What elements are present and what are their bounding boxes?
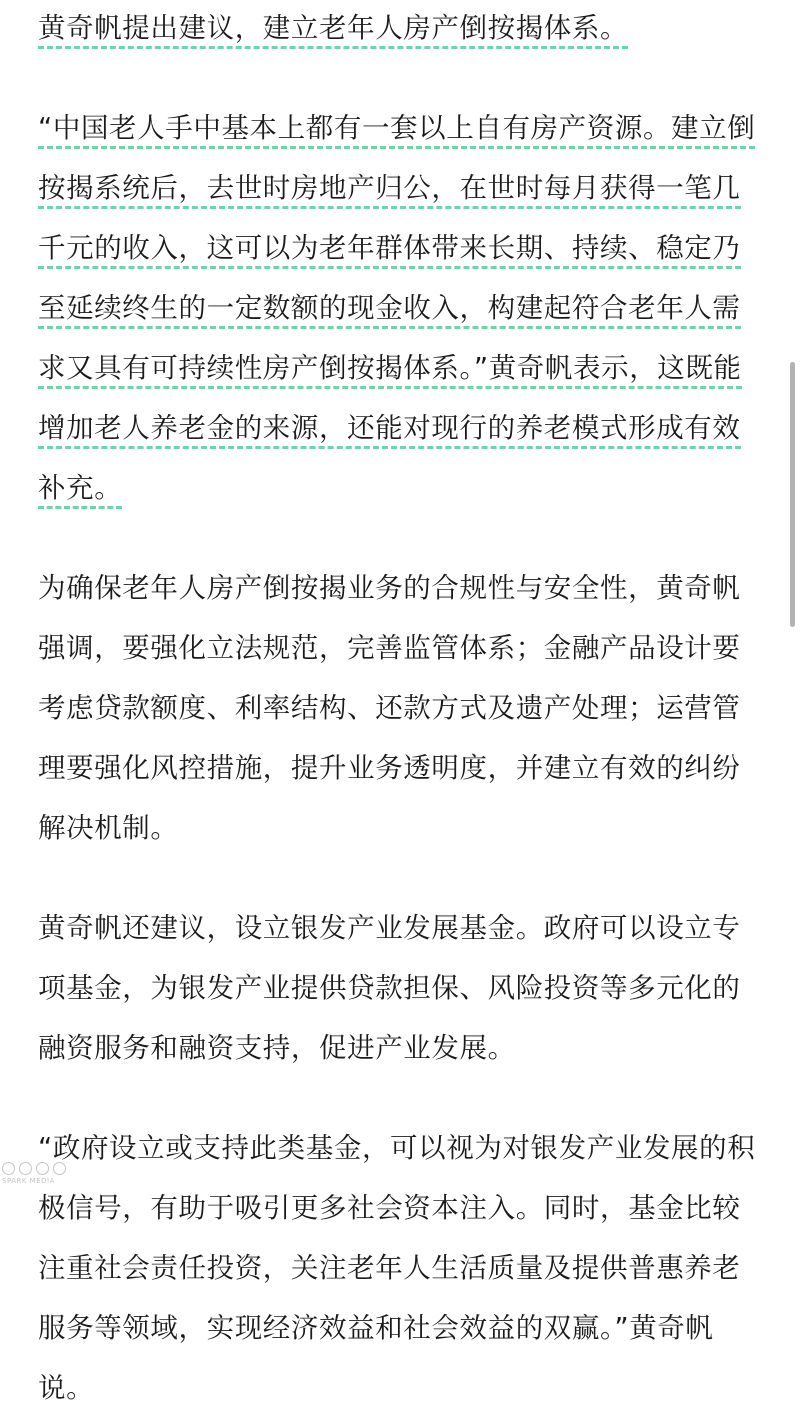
- watermark-text: SPARK MEDIA: [2, 1177, 55, 1185]
- paragraph-5: “政府设立或支持此类基金，可以视为对银发产业发展的积极信号，有助于吸引更多社会资本注入。同时，基金比较注重社会责任投资，关注老年人生活质量及提供普惠养老服务等领域，实现经济效益和社会效益的双赢。”黄奇帆说。: [38, 1132, 756, 1404]
- paragraph-2: [38, 98, 768, 518]
- paragraph-1: [38, 0, 768, 58]
- highlighted-text: 黄奇帆提出建议，建立老年人房产倒按揭体系。: [38, 12, 628, 49]
- paragraph-3: 为确保老年人房产倒按揭业务的合规性与安全性，黄奇帆强调，要强化立法规范，完善监管体系；金融产品设计要考虑贷款额度、利率结构、还款方式及遗产处理；运营管理要强化风控措施，提升业务透明度，并建立有效的纠纷解决机制。: [38, 572, 741, 844]
- paragraph-4: 黄奇帆还建议，设立银发产业发展基金。政府可以设立专项基金，为银发产业提供贷款担保、风险投资等多元化的融资服务和融资支持，促进产业发展。: [38, 912, 741, 1064]
- article-body: [38, 0, 768, 1418]
- vertical-scrollbar[interactable]: [790, 362, 795, 627]
- watermark-logo-icon: [2, 1162, 72, 1175]
- watermark: [2, 1162, 72, 1190]
- highlighted-quote: “中国老人手中基本上都有一套以上自有房产资源。建立倒按揭系统后，去世时房地产归公，在世时每月获得一笔几千元的收入，这可以为老年群体带来长期、持续、稳定乃至延续终生的一定数额的现金收入，构建起符合老年人需求又具有可持续性房产倒按揭体系。”黄奇帆表示，这既能增加老人养老金的来源，还能对现行的养老模式形成有效补充。: [38, 112, 755, 509]
